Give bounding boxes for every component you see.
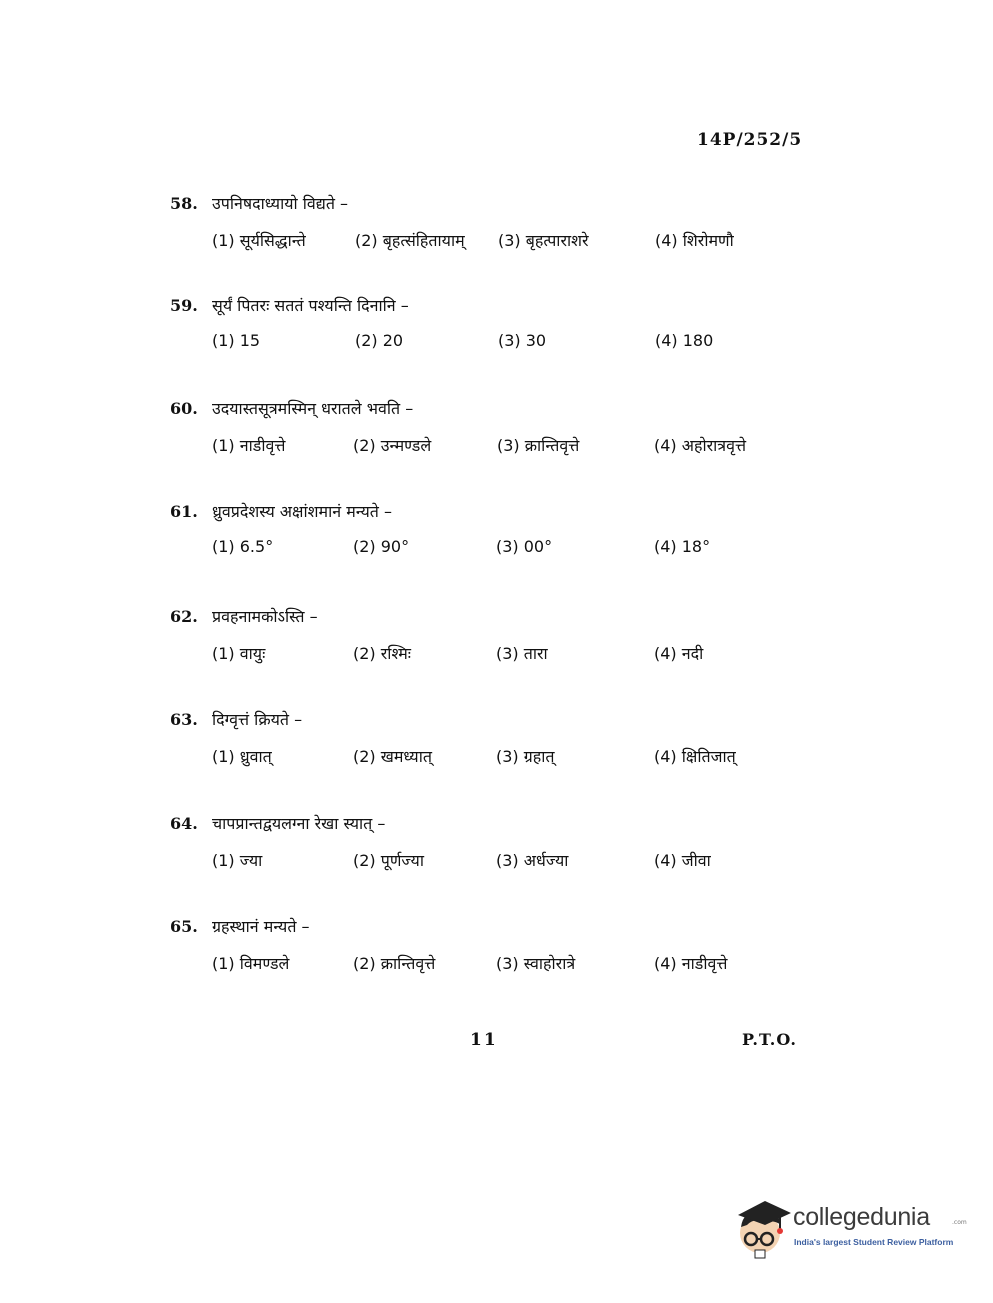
question-number: 61.: [170, 501, 198, 521]
brand-domain: .com: [952, 1219, 967, 1226]
question-text: प्रवहनामकोऽस्ति –: [212, 607, 318, 626]
paper-code: 14P/252/5: [697, 130, 803, 150]
option-1: (1) ध्रुवात्: [212, 747, 272, 766]
question-text: चापप्रान्तद्वयलग्ना रेखा स्यात् –: [212, 814, 386, 833]
option-1: (1) विमण्डले: [212, 954, 290, 973]
option-3: (3) बृहत्पाराशरे: [498, 231, 589, 250]
question-58: [170, 190, 810, 255]
question-64: [170, 810, 810, 875]
question-number: 58.: [170, 193, 198, 213]
option-4: (4) शिरोमणौ: [655, 231, 734, 250]
option-2: (2) 90°: [353, 537, 410, 556]
question-text: उदयास्तसूत्रमस्मिन् धरातले भवति –: [212, 399, 414, 418]
option-1: (1) 6.5°: [212, 537, 274, 556]
option-2: (2) क्रान्तिवृत्ते: [353, 954, 436, 973]
option-1: (1) ज्या: [212, 851, 263, 870]
question-61: [170, 498, 810, 563]
option-2: (2) 20: [355, 331, 404, 350]
question-text: दिग्वृत्तं क्रियते –: [212, 710, 303, 729]
question-number: 60.: [170, 398, 198, 418]
question-60: [170, 395, 810, 460]
option-3: (3) स्वाहोरात्रे: [496, 954, 576, 973]
option-2: (2) खमध्यात्: [353, 747, 432, 766]
question-65: [170, 913, 810, 978]
option-2: (2) रश्मिः: [353, 644, 412, 663]
option-4: (4) क्षितिजात्: [654, 747, 736, 766]
option-3: (3) तारा: [496, 644, 548, 663]
pto-label: P.T.O.: [742, 1030, 797, 1049]
option-1: (1) नाडीवृत्ते: [212, 436, 286, 455]
question-number: 65.: [170, 916, 198, 936]
option-1: (1) 15: [212, 331, 261, 350]
question-text: सूर्यं पितरः सततं पश्यन्ति दिनानि –: [212, 296, 409, 315]
question-text: ग्रहस्थानं मन्यते –: [212, 917, 310, 936]
question-text: ध्रुवप्रदेशस्य अक्षांशमानं मन्यते –: [212, 502, 392, 521]
brand-name: collegedunia: [793, 1203, 930, 1231]
question-number: 64.: [170, 813, 198, 833]
option-3: (3) ग्रहात्: [496, 747, 555, 766]
option-2: (2) बृहत्संहितायाम्: [355, 231, 465, 250]
question-62: [170, 603, 810, 668]
option-4: (4) 18°: [654, 537, 711, 556]
question-63: [170, 706, 810, 771]
page-number: 11: [470, 1030, 498, 1050]
option-1: (1) सूर्यसिद्धान्ते: [212, 231, 306, 250]
question-number: 59.: [170, 295, 198, 315]
option-4: (4) जीवा: [654, 851, 711, 870]
option-1: (1) वायुः: [212, 644, 266, 663]
brand-tagline: India's largest Student Review Platform: [794, 1237, 954, 1247]
option-3: (3) क्रान्तिवृत्ते: [497, 436, 580, 455]
option-2: (2) उन्मण्डले: [353, 436, 432, 455]
option-3: (3) अर्धज्या: [496, 851, 569, 870]
question-number: 63.: [170, 709, 198, 729]
option-4: (4) अहोरात्रवृत्ते: [654, 436, 747, 455]
option-4: (4) 180: [655, 331, 714, 350]
option-4: (4) नाडीवृत्ते: [654, 954, 728, 973]
option-3: (3) 00°: [496, 537, 553, 556]
option-3: (3) 30: [498, 331, 547, 350]
mascot-icon: [735, 1195, 793, 1263]
collegedunia-watermark: [735, 1195, 965, 1265]
option-2: (2) पूर्णज्या: [353, 851, 424, 870]
option-4: (4) नदी: [654, 644, 704, 663]
question-59: [170, 292, 810, 357]
question-number: 62.: [170, 606, 198, 626]
question-text: उपनिषदाध्यायो विद्यते –: [212, 194, 349, 213]
